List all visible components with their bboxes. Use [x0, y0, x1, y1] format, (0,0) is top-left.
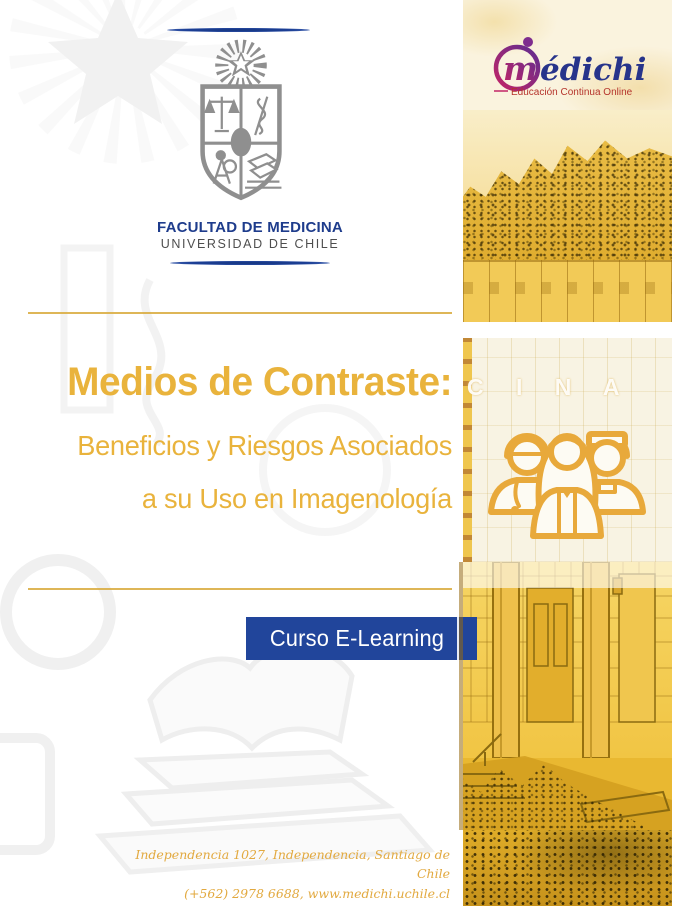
- header-divider-top: [167, 28, 310, 32]
- rooftop-foliage: [463, 138, 672, 266]
- entrance-fade-band: [463, 562, 672, 588]
- faculty-name: FACULTAD DE MEDICINA: [157, 219, 343, 236]
- rooftop-facade: [463, 260, 672, 322]
- faded-facade-photo: [463, 338, 672, 562]
- course-type-ribbon: [246, 617, 477, 660]
- course-subtitle-line1: Beneficios y Riesgos Asociados: [77, 430, 452, 461]
- title-rule-bottom: [28, 588, 452, 590]
- medichi-logo-panel: [463, 0, 672, 110]
- medichi-logo-m: m: [503, 49, 538, 88]
- medichi-tagline: Educación Continua Online: [511, 87, 633, 98]
- column-edge-line: [457, 562, 463, 830]
- header-divider-bottom: [170, 261, 330, 265]
- contact-footer: [100, 845, 450, 903]
- building-entrance-photo: [463, 562, 672, 830]
- title-rule-top: [28, 312, 452, 314]
- footer-address: Independencia 1027, Independencia, Santiago de Chile: [135, 847, 450, 882]
- medichi-logo-icon: [488, 30, 653, 105]
- bottom-foliage-photo: [463, 830, 672, 906]
- university-name: UNIVERSIDAD DE CHILE: [160, 237, 340, 251]
- medical-team-icon: [481, 390, 653, 540]
- photo-gap: [463, 322, 672, 338]
- photo-collage-column: [463, 0, 672, 906]
- medichi-logo-rest: édichi: [540, 52, 647, 88]
- course-subtitle-line2: a su Uso en Imagenología: [141, 483, 452, 514]
- building-facade-letters: C I N A: [467, 374, 633, 400]
- facade-edge-strip: [463, 338, 472, 562]
- rooftop-garden-photo: [463, 110, 672, 322]
- course-title: Medios de Contraste:: [67, 360, 453, 404]
- footer-phone-web: (+562) 2978 6688, www.medichi.uchile.cl: [184, 885, 450, 901]
- course-type-label: Curso E-Learning: [269, 625, 444, 651]
- university-crest-icon: [180, 38, 302, 216]
